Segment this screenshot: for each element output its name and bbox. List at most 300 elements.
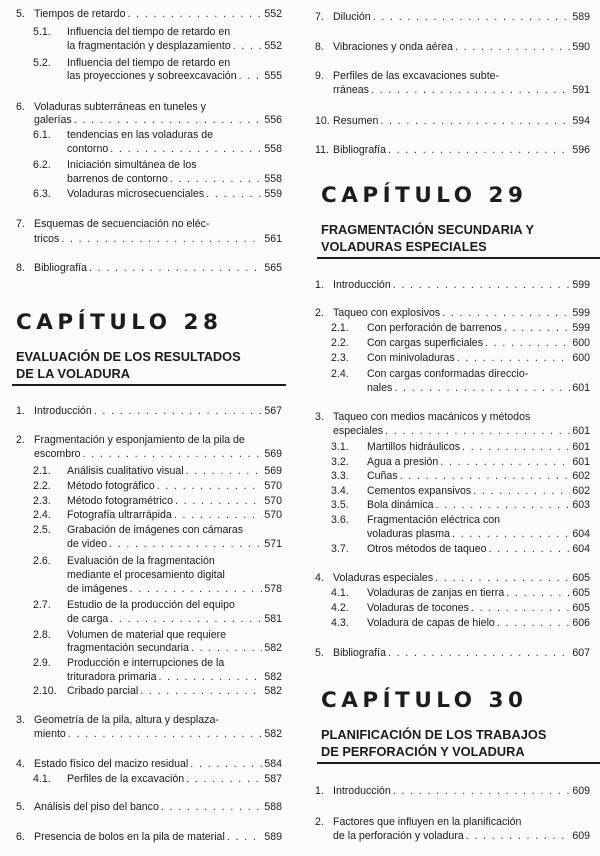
toc-number: 4.2. xyxy=(331,602,349,614)
dot-leader xyxy=(450,528,570,541)
toc-title: contorno xyxy=(67,143,109,155)
toc-title: de carga xyxy=(67,613,109,625)
toc-line xyxy=(16,757,282,771)
page-number: 571 xyxy=(264,538,282,550)
toc-number: 3.7. xyxy=(331,543,349,555)
dot-leader xyxy=(469,602,570,615)
toc-line xyxy=(33,598,282,612)
toc-number: 2. xyxy=(315,816,324,828)
toc-title: Bola dinámica xyxy=(367,499,434,511)
toc-title: de imágenes xyxy=(67,583,128,595)
dot-leader xyxy=(483,337,570,350)
toc-title: Cementos expansivos xyxy=(367,485,472,497)
page-number: 588 xyxy=(264,801,282,813)
toc-number: 5. xyxy=(16,801,25,813)
toc-line xyxy=(16,404,282,418)
dot-leader xyxy=(471,485,570,498)
chapter-title: FRAGMENTACIÓN SECUNDARIA Y xyxy=(321,222,535,237)
page-number: 604 xyxy=(572,543,590,555)
toc-line xyxy=(67,39,282,53)
dot-leader xyxy=(108,143,262,156)
toc-number: 4. xyxy=(16,758,25,770)
page-number: 587 xyxy=(264,773,282,785)
dot-leader xyxy=(495,617,570,630)
page-number: 590 xyxy=(572,41,590,53)
dot-leader xyxy=(383,425,570,438)
dot-leader xyxy=(231,40,263,53)
toc-title: Voladuras microsecuenciales xyxy=(67,188,205,200)
toc-title: Voladuras subterráneas en tuneles y xyxy=(34,101,206,113)
toc-line xyxy=(331,601,590,615)
dot-leader xyxy=(138,685,262,698)
dot-leader xyxy=(92,405,263,418)
page-number: 599 xyxy=(572,322,590,334)
toc-title: miento xyxy=(34,728,66,740)
toc-line xyxy=(331,498,590,512)
dot-leader xyxy=(391,279,571,292)
toc-title: de la perforación y voladura xyxy=(333,830,464,842)
page-number: 602 xyxy=(572,470,590,482)
right-column xyxy=(305,0,600,856)
toc-title: Presencia de bolos en la pila de material xyxy=(34,831,225,843)
page-number: 569 xyxy=(264,465,282,477)
toc-title: Perfiles de la excavación xyxy=(67,773,185,785)
toc-number: 3.3. xyxy=(331,470,349,482)
toc-line xyxy=(331,484,590,498)
dot-leader xyxy=(128,583,263,596)
page-number: 601 xyxy=(572,456,590,468)
toc-line xyxy=(33,464,282,478)
toc-title: Cribado parcial xyxy=(67,685,139,697)
toc-number: 7. xyxy=(16,218,25,230)
toc-number: 2. xyxy=(16,434,25,446)
toc-title: la fragmentación y desplazamiento xyxy=(67,40,231,52)
toc-line xyxy=(315,278,590,292)
dot-leader xyxy=(172,509,262,522)
toc-line xyxy=(33,56,282,70)
toc-number: 2. xyxy=(315,307,324,319)
toc-number: 2.8. xyxy=(33,629,51,641)
toc-line xyxy=(331,616,590,630)
page-number: 584 xyxy=(264,758,282,770)
toc-line xyxy=(331,469,590,483)
toc-title: Método fotogramétrico xyxy=(67,495,173,507)
page-number: 570 xyxy=(264,495,282,507)
toc-line xyxy=(333,83,590,97)
toc-title: Bibliografía xyxy=(333,144,386,156)
page-number: 582 xyxy=(264,642,282,654)
toc-title: tricos xyxy=(34,233,60,245)
dot-leader xyxy=(125,8,262,21)
toc-title: Método fotográfico xyxy=(67,480,155,492)
toc-title: Tiempos de retardo xyxy=(34,8,126,20)
page-number: 570 xyxy=(264,480,282,492)
toc-number: 3.2. xyxy=(331,456,349,468)
page-number: 559 xyxy=(264,188,282,200)
dot-leader xyxy=(440,307,570,320)
page-number: 561 xyxy=(264,233,282,245)
toc-line xyxy=(16,217,282,231)
page-number: 555 xyxy=(264,70,282,82)
toc-title: Martillos hidráulicos xyxy=(367,441,461,453)
chapter-rule xyxy=(317,257,600,259)
toc-line xyxy=(34,447,282,461)
toc-number: 1. xyxy=(16,405,25,417)
toc-title: Fragmentación y esponjamiento de la pila de xyxy=(34,434,245,446)
toc-title: Con perforación de barrenos xyxy=(367,322,502,334)
toc-number: 2.2. xyxy=(33,480,51,492)
page-number: 558 xyxy=(264,143,282,155)
toc-number: 3.4. xyxy=(331,485,349,497)
page-number: 552 xyxy=(264,8,282,20)
dot-leader xyxy=(108,613,262,626)
page-number: 602 xyxy=(572,485,590,497)
toc-title: Introducción xyxy=(333,279,391,291)
toc-line xyxy=(16,713,282,727)
toc-line xyxy=(367,527,590,541)
page-number: 603 xyxy=(572,499,590,511)
toc-line xyxy=(331,513,590,527)
dot-leader xyxy=(66,728,263,741)
toc-line xyxy=(67,568,282,582)
toc-line xyxy=(67,69,282,83)
toc-line xyxy=(333,829,590,843)
toc-title: Volumen de material que requiere xyxy=(67,629,227,641)
toc-title: Estudio de la producción del equipo xyxy=(67,599,235,611)
page-number: 556 xyxy=(264,114,282,126)
chapter-title: EVALUACIÓN DE LOS RESULTADOS xyxy=(16,349,241,364)
toc-number: 4.1. xyxy=(33,773,51,785)
dot-leader xyxy=(487,543,571,556)
page-number: 605 xyxy=(572,572,590,584)
toc-line xyxy=(16,7,282,21)
toc-title: galerías xyxy=(34,114,72,126)
toc-title: Análisis cualitativo visual xyxy=(67,465,184,477)
dot-leader xyxy=(81,448,263,461)
chapter-rule xyxy=(12,384,286,386)
toc-title: las proyecciones y sobreexcavación xyxy=(67,70,237,82)
toc-line xyxy=(34,113,282,127)
toc-title: de video xyxy=(67,538,108,550)
toc-number: 5.2. xyxy=(33,57,51,69)
toc-title: Voladura de capas de hielo xyxy=(367,617,495,629)
toc-number: 9. xyxy=(315,70,324,82)
dot-leader xyxy=(157,671,263,684)
toc-title: Factores que influyen en la planificación xyxy=(333,816,522,828)
toc-title: mediante el procesamiento digital xyxy=(67,569,225,581)
dot-leader xyxy=(168,173,263,186)
chapter-title: VOLADURAS ESPECIALES xyxy=(321,239,487,254)
toc-title: Cuñas xyxy=(367,470,398,482)
toc-number: 2.1. xyxy=(33,465,51,477)
page-number: 569 xyxy=(264,448,282,460)
toc-line xyxy=(315,306,590,320)
toc-title: Estado físico del macizo residual xyxy=(34,758,189,770)
page-number: 605 xyxy=(572,602,590,614)
toc-line xyxy=(315,646,590,660)
toc-title: Taqueo con medios macánicos y métodos xyxy=(333,411,531,423)
toc-line xyxy=(33,508,282,522)
toc-number: 2.3. xyxy=(331,352,349,364)
page-number: 601 xyxy=(572,425,590,437)
page-number: 565 xyxy=(264,262,282,274)
toc-title: Agua a presión xyxy=(367,456,439,468)
toc-number: 2.3. xyxy=(33,495,51,507)
page-number: 604 xyxy=(572,528,590,540)
toc-line xyxy=(67,612,282,626)
chapter-heading: CAPÍTULO 30 xyxy=(321,688,528,713)
toc-title: Taqueo con explosivos xyxy=(333,307,441,319)
toc-number: 2.10. xyxy=(33,685,57,697)
toc-title: Perfiles de las excavaciones subte- xyxy=(333,70,500,82)
toc-line xyxy=(67,172,282,186)
dot-leader xyxy=(159,801,262,814)
toc-title: Geometría de la pila, altura y desplaza- xyxy=(34,714,219,726)
toc-line xyxy=(34,727,282,741)
toc-number: 2.7. xyxy=(33,599,51,611)
dot-leader xyxy=(173,495,262,508)
toc-number: 5.1. xyxy=(33,26,51,38)
toc-title: Iniciación simultánea de los xyxy=(67,159,197,171)
dot-leader xyxy=(434,499,571,512)
page-number: 589 xyxy=(572,11,590,23)
chapter-heading: CAPÍTULO 28 xyxy=(16,310,223,335)
toc-line xyxy=(33,554,282,568)
dot-leader xyxy=(371,11,571,24)
chapter-rule xyxy=(317,762,600,764)
dot-leader xyxy=(188,758,262,771)
page-number: 596 xyxy=(572,144,590,156)
dot-leader xyxy=(107,538,262,551)
dot-leader xyxy=(392,382,570,395)
toc-line xyxy=(333,424,590,438)
toc-line xyxy=(16,433,282,447)
dot-leader xyxy=(184,773,262,786)
toc-line xyxy=(315,571,590,585)
toc-line xyxy=(315,10,590,24)
page-number: 599 xyxy=(572,307,590,319)
dot-leader xyxy=(378,115,570,128)
dot-leader xyxy=(464,830,571,843)
toc-number: 2.4. xyxy=(33,509,51,521)
page-number: 606 xyxy=(572,617,590,629)
toc-line xyxy=(315,784,590,798)
toc-title: Influencia del tiempo de retardo en xyxy=(67,26,231,38)
page-number: 567 xyxy=(264,405,282,417)
toc-line xyxy=(33,523,282,537)
toc-title: Influencia del tiempo de retardo en xyxy=(67,57,231,69)
toc-line xyxy=(67,670,282,684)
page-number: 552 xyxy=(264,40,282,52)
dot-leader xyxy=(155,480,263,493)
toc-title: rráneas xyxy=(333,84,369,96)
dot-leader xyxy=(237,70,263,83)
toc-number: 4.3. xyxy=(331,617,349,629)
toc-title: Fotografía ultrarrápida xyxy=(67,509,172,521)
page-number: 582 xyxy=(264,671,282,683)
toc-line xyxy=(33,479,282,493)
toc-line xyxy=(33,494,282,508)
toc-line xyxy=(331,351,590,365)
dot-leader xyxy=(184,465,263,478)
toc-title: Esquemas de secuenciación no eléc- xyxy=(34,218,210,230)
page-number: 600 xyxy=(572,337,590,349)
toc-number: 6.3. xyxy=(33,188,51,200)
toc-number: 11. xyxy=(315,144,329,156)
dot-leader xyxy=(460,441,570,454)
page-number: 609 xyxy=(572,785,590,797)
page-number: 589 xyxy=(264,831,282,843)
toc-title: Fragmentación eléctrica con xyxy=(367,514,501,526)
toc-line xyxy=(315,143,590,157)
toc-number: 5. xyxy=(315,647,324,659)
toc-number: 5. xyxy=(16,8,25,20)
page-number: 607 xyxy=(572,647,590,659)
page-number: 591 xyxy=(572,84,590,96)
toc-line xyxy=(16,100,282,114)
toc-title: trituradora primaria xyxy=(67,671,157,683)
toc-title: Análisis del piso del banco xyxy=(34,801,159,813)
page-number: 582 xyxy=(264,728,282,740)
toc-line xyxy=(67,582,282,596)
toc-line xyxy=(33,772,282,786)
toc-line xyxy=(33,158,282,172)
toc-number: 1. xyxy=(315,785,324,797)
toc-line xyxy=(331,367,590,381)
toc-title: fragmentación secundaria xyxy=(67,642,189,654)
toc-number: 6.2. xyxy=(33,159,51,171)
chapter-title: DE LA VOLADURA xyxy=(16,366,130,381)
toc-line xyxy=(16,261,282,275)
dot-leader xyxy=(225,831,263,844)
toc-title: nales xyxy=(367,382,393,394)
toc-title: Bibliografía xyxy=(333,647,386,659)
toc-number: 4.1. xyxy=(331,587,349,599)
toc-number: 3.6. xyxy=(331,514,349,526)
toc-title: Otros métodos de taqueo xyxy=(367,543,487,555)
toc-line xyxy=(67,537,282,551)
chapter-title: PLANIFICACIÓN DE LOS TRABAJOS xyxy=(321,727,547,742)
toc-title: Voladuras de zanjas en tierra xyxy=(367,587,505,599)
toc-line xyxy=(315,40,590,54)
toc-number: 3.5. xyxy=(331,499,349,511)
page-number: 600 xyxy=(572,352,590,364)
toc-line xyxy=(33,628,282,642)
toc-line xyxy=(33,656,282,670)
toc-line xyxy=(367,381,590,395)
toc-title: Introducción xyxy=(34,405,92,417)
page-number: 601 xyxy=(572,382,590,394)
toc-line xyxy=(331,586,590,600)
dot-leader xyxy=(391,785,571,798)
dot-leader xyxy=(87,262,262,275)
toc-line xyxy=(331,321,590,335)
toc-line xyxy=(33,25,282,39)
toc-line xyxy=(331,542,590,556)
dot-leader xyxy=(386,647,570,660)
page-number: 581 xyxy=(264,613,282,625)
toc-title: Grabación de imágenes con cámaras xyxy=(67,524,244,536)
page-number: 570 xyxy=(264,509,282,521)
toc-line xyxy=(315,69,590,83)
dot-leader xyxy=(189,642,262,655)
dot-leader xyxy=(204,188,262,201)
toc-number: 8. xyxy=(16,262,25,274)
toc-number: 2.9. xyxy=(33,657,51,669)
chapter-heading: CAPÍTULO 29 xyxy=(321,183,528,208)
dot-leader xyxy=(504,587,570,600)
toc-line xyxy=(33,684,282,698)
toc-title: Voladuras de tocones xyxy=(367,602,469,614)
toc-line xyxy=(33,128,282,142)
toc-number: 3. xyxy=(16,714,25,726)
toc-title: especiales xyxy=(333,425,384,437)
toc-title: Con cargas conformadas direccio- xyxy=(367,368,529,380)
dot-leader xyxy=(433,572,570,585)
toc-title: Resumen xyxy=(333,115,379,127)
toc-title: Producción e interrupciones de la xyxy=(67,657,225,669)
toc-number: 2.6. xyxy=(33,555,51,567)
toc-line xyxy=(331,336,590,350)
page-number: 594 xyxy=(572,115,590,127)
toc-title: barrenos de contorno xyxy=(67,173,168,185)
dot-leader xyxy=(59,233,262,246)
toc-title: Introducción xyxy=(333,785,391,797)
toc-title: escombro xyxy=(34,448,81,460)
toc-line xyxy=(315,410,590,424)
dot-leader xyxy=(72,114,263,127)
toc-number: 7. xyxy=(315,11,324,23)
page-number: 578 xyxy=(264,583,282,595)
dot-leader xyxy=(438,456,570,469)
toc-number: 6.1. xyxy=(33,129,51,141)
toc-title: Voladuras especiales xyxy=(333,572,434,584)
toc-number: 2.4. xyxy=(331,368,349,380)
toc-number: 2.5. xyxy=(33,524,51,536)
toc-number: 3. xyxy=(315,411,324,423)
toc-title: Con minivoladuras xyxy=(367,352,455,364)
toc-line xyxy=(16,800,282,814)
chapter-title: DE PERFORACIÓN Y VOLADURA xyxy=(321,744,525,759)
page-number: 599 xyxy=(572,279,590,291)
toc-title: Con cargas superficiales xyxy=(367,337,483,349)
dot-leader xyxy=(369,84,570,97)
toc-number: 2.2. xyxy=(331,337,349,349)
toc-line xyxy=(33,187,282,201)
toc-number: 6. xyxy=(16,101,25,113)
toc-title: Bibliografía xyxy=(34,262,87,274)
toc-line xyxy=(67,641,282,655)
toc-line xyxy=(331,455,590,469)
page-number: 609 xyxy=(572,830,590,842)
toc-line xyxy=(315,114,590,128)
toc-number: 3.1. xyxy=(331,441,349,453)
dot-leader xyxy=(453,41,570,54)
dot-leader xyxy=(502,322,570,335)
page-number: 558 xyxy=(264,173,282,185)
toc-line xyxy=(315,815,590,829)
toc-title: tendencias en las voladuras de xyxy=(67,129,214,141)
toc-line xyxy=(16,830,282,844)
toc-number: 8. xyxy=(315,41,324,53)
page-number: 582 xyxy=(264,685,282,697)
toc-title: Evaluación de la fragmentación xyxy=(67,555,215,567)
toc-title: voladuras plasma xyxy=(367,528,451,540)
dot-leader xyxy=(455,352,571,365)
toc-title: Vibraciones y onda aérea xyxy=(333,41,453,53)
toc-number: 2.1. xyxy=(331,322,349,334)
toc-number: 4. xyxy=(315,572,324,584)
